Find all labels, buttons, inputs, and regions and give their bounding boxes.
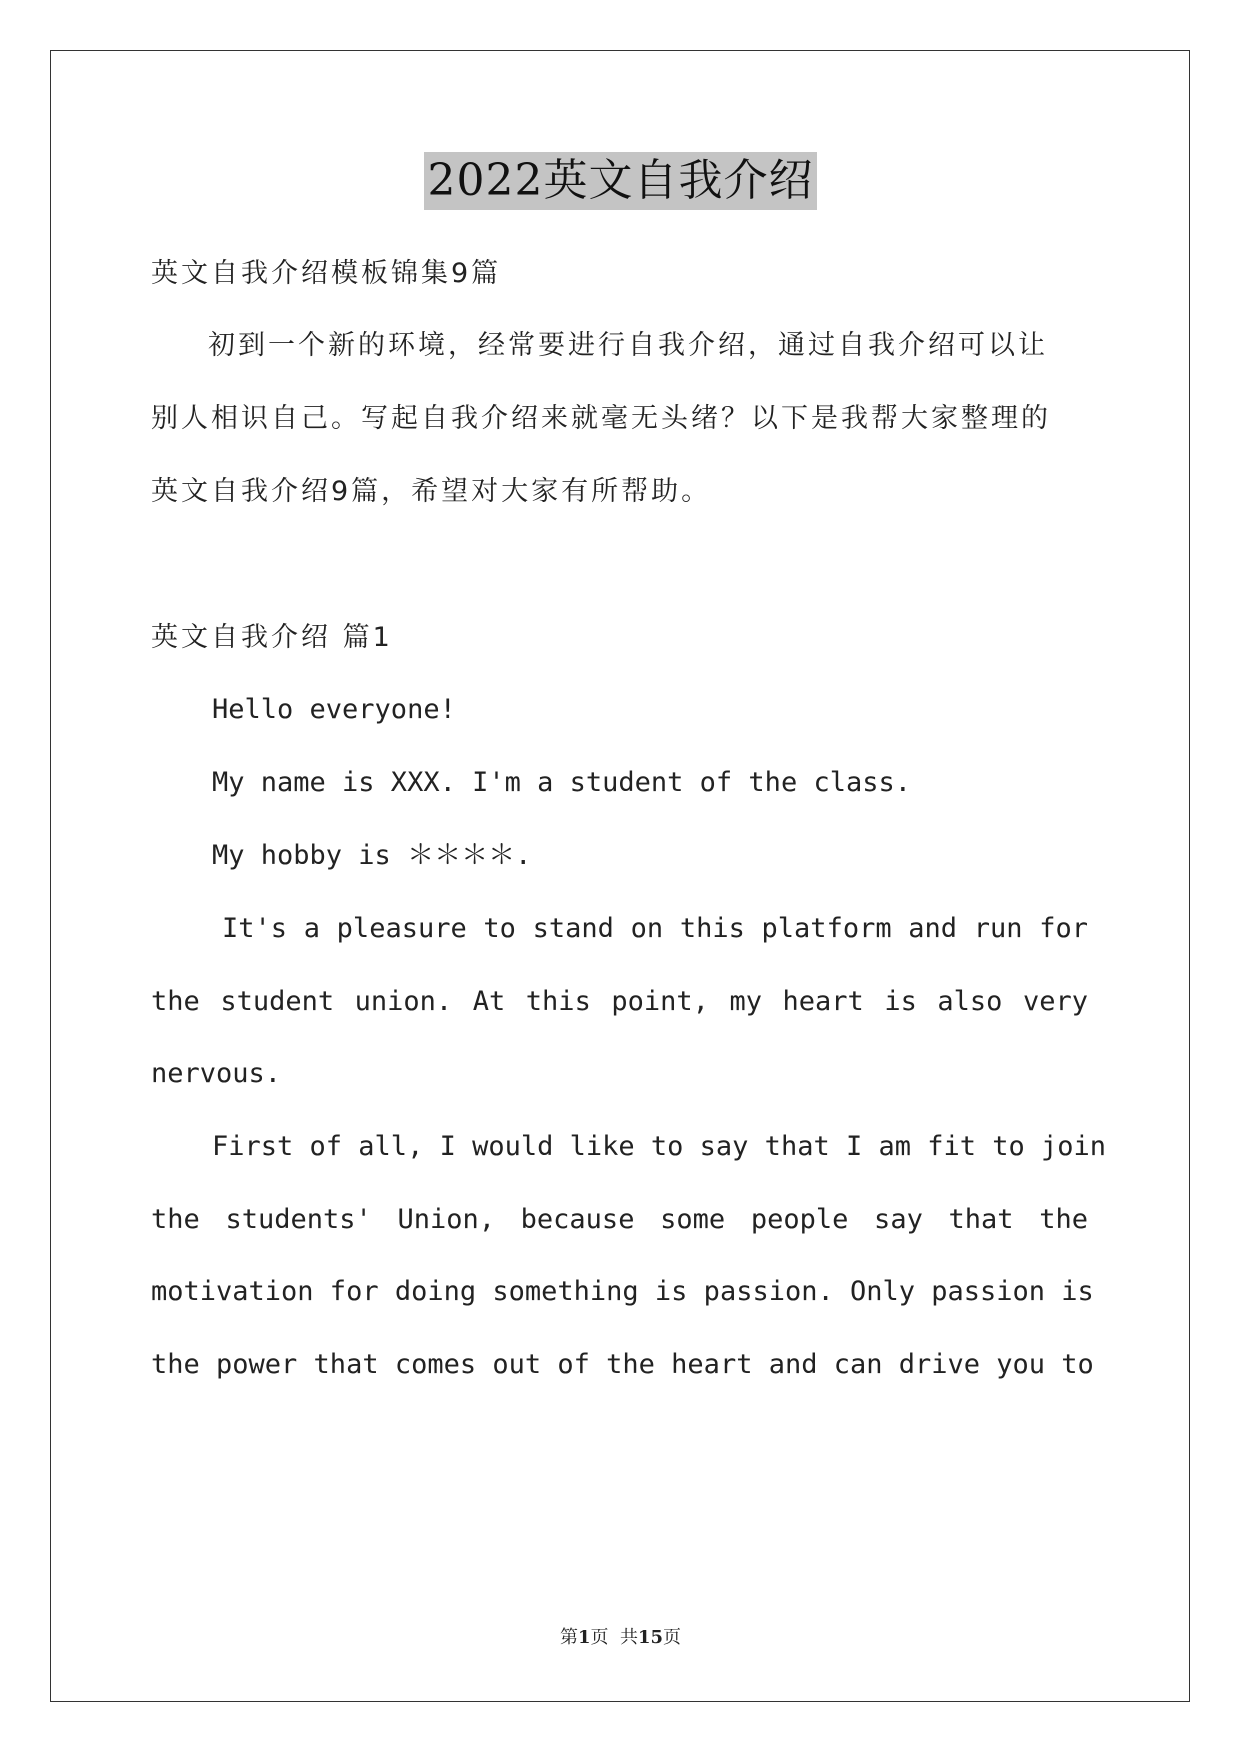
footer-total-pages: 15 [637,1627,664,1648]
body-line: My name is XXX. I'm a student of the class. [212,767,911,798]
body-line: nervous. [151,1058,282,1089]
body-line: My hobby is ＊＊＊＊. [212,840,532,871]
body-line: the power that comes out of the heart and can drive you to [151,1349,1094,1380]
footer-suffix: 页 [663,1627,682,1648]
body-line: Hello everyone! [212,694,456,725]
body-line: motivation for doing something is passion. Only passion is [151,1276,1094,1307]
page-border [50,50,1190,1702]
intro-line: 别人相识自己。写起自我介绍来就毫无头绪？以下是我帮大家整理的 [151,403,1051,434]
subtitle: 英文自我介绍模板锦集9篇 [151,258,502,289]
intro-line: 初到一个新的环境，经常要进行自我介绍，通过自我介绍可以让 [208,330,1048,361]
footer-page-number: 1 [577,1627,591,1648]
footer-middle: 页 共 [590,1627,638,1648]
body-line: It's a pleasure to stand on this platform and run for [222,913,1088,944]
body-line: the student union. At this point, my heart is also very [151,986,1088,1017]
section-heading: 英文自我介绍 篇1 [151,622,393,653]
title-container [0,152,1241,210]
body-line: First of all, I would like to say that I am fit to join [212,1131,1107,1162]
footer-prefix: 第 [559,1627,578,1648]
intro-line: 英文自我介绍9篇，希望对大家有所帮助。 [151,476,712,507]
body-line: the students' Union, because some people say that the [151,1204,1088,1235]
document-title: 2022英文自我介绍 [424,152,818,210]
page-footer [0,1623,1241,1649]
